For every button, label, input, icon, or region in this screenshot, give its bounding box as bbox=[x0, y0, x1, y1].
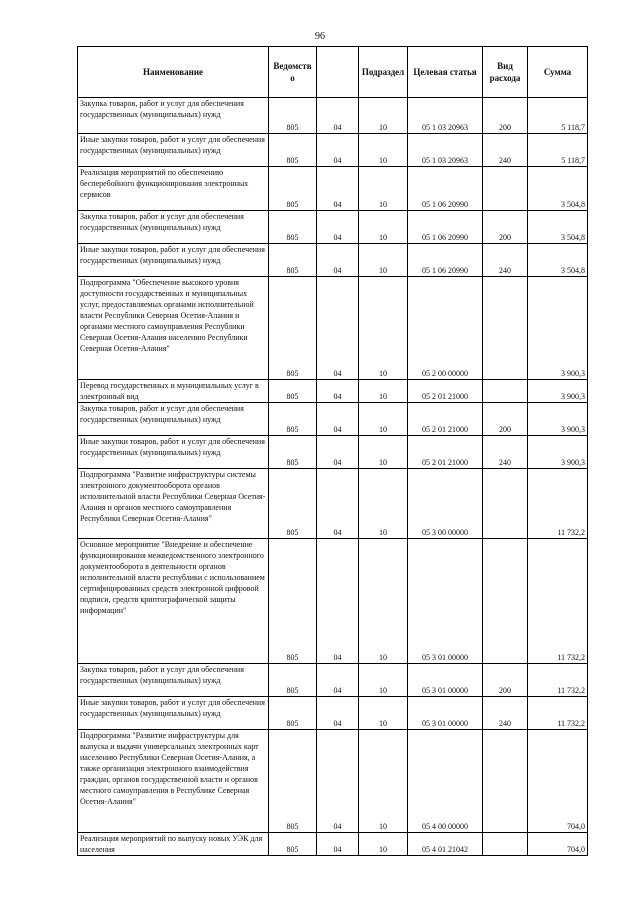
row-amount-cell: 3 900,3 bbox=[528, 277, 588, 380]
table-row bbox=[78, 244, 588, 277]
row-amount-cell: 11 732,2 bbox=[528, 539, 588, 664]
header-name: Наименование bbox=[78, 47, 269, 98]
row-subsection-cell: 10 bbox=[359, 833, 408, 856]
row-dept-cell: 805 bbox=[269, 730, 317, 833]
header-subsection: Подраздел bbox=[359, 47, 408, 98]
page-number: 96 bbox=[315, 31, 325, 42]
header-section bbox=[317, 47, 359, 98]
row-dept-cell: 805 bbox=[269, 380, 317, 403]
row-dept-cell: 805 bbox=[269, 403, 317, 436]
row-subsection-cell: 10 bbox=[359, 98, 408, 134]
row-dept-cell: 805 bbox=[269, 98, 317, 134]
row-expense-type-cell: 200 bbox=[483, 98, 528, 134]
row-expense-type-cell bbox=[483, 833, 528, 856]
row-target-cell: 05 3 00 00000 bbox=[408, 469, 483, 539]
header-amount: Сумма bbox=[528, 47, 588, 98]
row-subsection-cell: 10 bbox=[359, 539, 408, 664]
row-target-cell: 05 1 03 20963 bbox=[408, 134, 483, 167]
row-amount-cell: 704,0 bbox=[528, 833, 588, 856]
row-target-cell: 05 3 01 00000 bbox=[408, 664, 483, 697]
table-row bbox=[78, 697, 588, 730]
row-section-cell: 04 bbox=[317, 167, 359, 211]
row-dept-cell: 805 bbox=[269, 167, 317, 211]
row-name-cell: Перевод государственных и муниципальных услуг в электронный вид bbox=[78, 380, 269, 403]
row-section-cell: 04 bbox=[317, 211, 359, 244]
row-expense-type-cell: 200 bbox=[483, 403, 528, 436]
row-expense-type-cell: 240 bbox=[483, 244, 528, 277]
header-dept: Ведомств о bbox=[269, 47, 317, 98]
row-dept-cell: 805 bbox=[269, 211, 317, 244]
table-row bbox=[78, 403, 588, 436]
row-expense-type-cell bbox=[483, 469, 528, 539]
row-amount-cell: 3 900,3 bbox=[528, 436, 588, 469]
table-row bbox=[78, 469, 588, 539]
row-amount-cell: 3 504,8 bbox=[528, 211, 588, 244]
row-name-cell: Закупка товаров, работ и услуг для обеспечения государственных (муниципальных) нужд bbox=[78, 98, 269, 134]
table-row bbox=[78, 833, 588, 856]
row-dept-cell: 805 bbox=[269, 244, 317, 277]
row-section-cell: 04 bbox=[317, 277, 359, 380]
row-section-cell: 04 bbox=[317, 539, 359, 664]
row-amount-cell: 3 900,3 bbox=[528, 403, 588, 436]
table-row bbox=[78, 277, 588, 380]
row-section-cell: 04 bbox=[317, 730, 359, 833]
row-name-cell: Подпрограмма "Развитие инфраструктуры для выпуска и выдачи универсальных электронных карт населению Республики Северная Осетия-Алания, а также организация электронного взаимодействия граждан, органов государственной власти и органов местного самоуправления в Республике Северная Осетия-Алания" bbox=[78, 730, 269, 833]
row-amount-cell: 5 118,7 bbox=[528, 98, 588, 134]
row-expense-type-cell bbox=[483, 277, 528, 380]
row-target-cell: 05 2 01 21000 bbox=[408, 403, 483, 436]
row-amount-cell: 3 504,8 bbox=[528, 167, 588, 211]
row-name-cell: Подпрограмма "Развитие инфраструктуры системы электронного документооборота органов исполнительной власти Республики Северная Осетия-Алания и органов местного самоуправления Республики Северная Осетия-Алания" bbox=[78, 469, 269, 539]
row-section-cell: 04 bbox=[317, 380, 359, 403]
row-name-cell: Закупка товаров, работ и услуг для обеспечения государственных (муниципальных) нужд bbox=[78, 664, 269, 697]
header-target: Целевая статья bbox=[408, 47, 483, 98]
table-row bbox=[78, 211, 588, 244]
table-row bbox=[78, 380, 588, 403]
row-target-cell: 05 1 03 20963 bbox=[408, 98, 483, 134]
table-row bbox=[78, 167, 588, 211]
row-amount-cell: 5 118,7 bbox=[528, 134, 588, 167]
table-row bbox=[78, 730, 588, 833]
row-section-cell: 04 bbox=[317, 469, 359, 539]
row-subsection-cell: 10 bbox=[359, 277, 408, 380]
row-name-cell: Закупка товаров, работ и услуг для обеспечения государственных (муниципальных) нужд bbox=[78, 211, 269, 244]
row-name-cell: Реализация мероприятий по обеспечению бесперебойного функционирования электронных сервисов bbox=[78, 167, 269, 211]
row-target-cell: 05 1 06 20990 bbox=[408, 244, 483, 277]
row-section-cell: 04 bbox=[317, 436, 359, 469]
row-target-cell: 05 2 01 21000 bbox=[408, 380, 483, 403]
table-row bbox=[78, 436, 588, 469]
row-amount-cell: 3 900,3 bbox=[528, 380, 588, 403]
row-dept-cell: 805 bbox=[269, 134, 317, 167]
row-subsection-cell: 10 bbox=[359, 167, 408, 211]
row-expense-type-cell bbox=[483, 167, 528, 211]
row-dept-cell: 805 bbox=[269, 539, 317, 664]
row-expense-type-cell: 240 bbox=[483, 134, 528, 167]
row-subsection-cell: 10 bbox=[359, 664, 408, 697]
row-subsection-cell: 10 bbox=[359, 730, 408, 833]
header-expense-type: Вид расхода bbox=[483, 47, 528, 98]
row-expense-type-cell: 200 bbox=[483, 664, 528, 697]
row-dept-cell: 805 bbox=[269, 697, 317, 730]
row-name-cell: Иные закупки товаров, работ и услуг для обеспечения государственных (муниципальных) нужд bbox=[78, 134, 269, 167]
row-name-cell: Иные закупки товаров, работ и услуг для обеспечения государственных (муниципальных) нужд bbox=[78, 697, 269, 730]
row-expense-type-cell bbox=[483, 730, 528, 833]
row-dept-cell: 805 bbox=[269, 833, 317, 856]
row-expense-type-cell bbox=[483, 380, 528, 403]
table-header-row bbox=[78, 47, 588, 98]
row-name-cell: Реализация мероприятий по выпуску новых УЭК для населения bbox=[78, 833, 269, 856]
row-name-cell: Иные закупки товаров, работ и услуг для обеспечения государственных (муниципальных) нужд bbox=[78, 244, 269, 277]
row-dept-cell: 805 bbox=[269, 664, 317, 697]
row-dept-cell: 805 bbox=[269, 469, 317, 539]
row-amount-cell: 11 732,2 bbox=[528, 697, 588, 730]
row-amount-cell: 11 732,2 bbox=[528, 664, 588, 697]
row-section-cell: 04 bbox=[317, 244, 359, 277]
row-expense-type-cell: 200 bbox=[483, 211, 528, 244]
table-row bbox=[78, 134, 588, 167]
row-section-cell: 04 bbox=[317, 664, 359, 697]
row-name-cell: Основное мероприятие "Внедрение и обеспечение функционирования межведомственного электронного документооборота в деятельности органов исполнительной власти республики с использованием сертифицированных средств электронной цифровой подписи, средств криптографической защиты информации" bbox=[78, 539, 269, 664]
row-target-cell: 05 2 01 21000 bbox=[408, 436, 483, 469]
row-section-cell: 04 bbox=[317, 98, 359, 134]
row-target-cell: 05 3 01 00000 bbox=[408, 697, 483, 730]
row-subsection-cell: 10 bbox=[359, 244, 408, 277]
row-amount-cell: 11 732,2 bbox=[528, 469, 588, 539]
row-subsection-cell: 10 bbox=[359, 697, 408, 730]
row-amount-cell: 704,0 bbox=[528, 730, 588, 833]
table-row bbox=[78, 539, 588, 664]
row-subsection-cell: 10 bbox=[359, 436, 408, 469]
row-expense-type-cell: 240 bbox=[483, 436, 528, 469]
row-target-cell: 05 1 06 20990 bbox=[408, 167, 483, 211]
row-section-cell: 04 bbox=[317, 403, 359, 436]
row-subsection-cell: 10 bbox=[359, 403, 408, 436]
table-row bbox=[78, 664, 588, 697]
row-section-cell: 04 bbox=[317, 697, 359, 730]
row-expense-type-cell bbox=[483, 539, 528, 664]
table-row bbox=[78, 98, 588, 134]
row-name-cell: Закупка товаров, работ и услуг для обеспечения государственных (муниципальных) нужд bbox=[78, 403, 269, 436]
row-target-cell: 05 2 00 00000 bbox=[408, 277, 483, 380]
row-section-cell: 04 bbox=[317, 134, 359, 167]
row-subsection-cell: 10 bbox=[359, 380, 408, 403]
row-dept-cell: 805 bbox=[269, 436, 317, 469]
row-section-cell: 04 bbox=[317, 833, 359, 856]
row-target-cell: 05 1 06 20990 bbox=[408, 211, 483, 244]
row-amount-cell: 3 504,8 bbox=[528, 244, 588, 277]
row-target-cell: 05 4 01 21042 bbox=[408, 833, 483, 856]
budget-table bbox=[77, 46, 588, 856]
row-dept-cell: 805 bbox=[269, 277, 317, 380]
row-subsection-cell: 10 bbox=[359, 469, 408, 539]
row-subsection-cell: 10 bbox=[359, 134, 408, 167]
row-name-cell: Подпрограмма "Обеспечение высокого уровня доступности государственных и муниципальных услуг, предоставляемых органами исполнительной власти Республики Северная Осетия-Алания и органами местного самоуправления Республики Северная Осетия-Алания населению Республики Северная Осетия-Алания" bbox=[78, 277, 269, 380]
row-target-cell: 05 3 01 00000 bbox=[408, 539, 483, 664]
row-target-cell: 05 4 00 00000 bbox=[408, 730, 483, 833]
row-expense-type-cell: 240 bbox=[483, 697, 528, 730]
row-name-cell: Иные закупки товаров, работ и услуг для обеспечения государственных (муниципальных) нужд bbox=[78, 436, 269, 469]
row-subsection-cell: 10 bbox=[359, 211, 408, 244]
